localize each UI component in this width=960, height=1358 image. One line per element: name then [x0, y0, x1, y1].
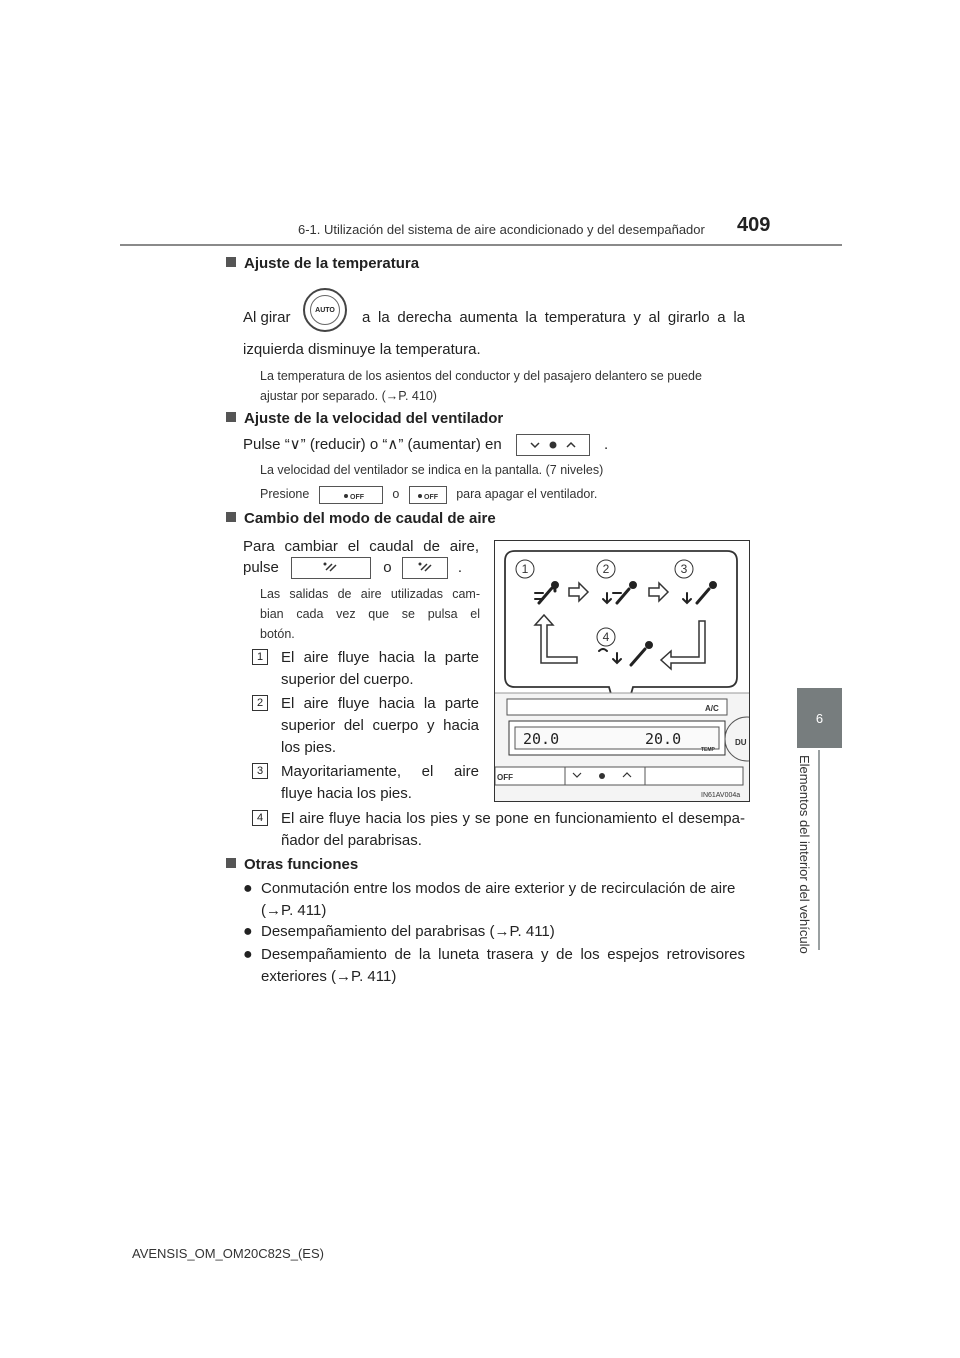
item-number: 3 — [252, 763, 268, 779]
item-number: 4 — [252, 810, 268, 826]
fan-speed-button-icon — [516, 434, 590, 456]
item-4-line1: El aire fluye hacia los pies y se pone en funcionamiento el desempa- — [281, 810, 745, 827]
airflow-intro-line2: pulse o . — [243, 557, 462, 579]
item-1-line2: superior del cuerpo. — [281, 671, 414, 688]
item-2-line2: superior del cuerpo y hacia — [281, 717, 479, 734]
item-number: 2 — [252, 695, 268, 711]
svg-text:DU: DU — [735, 738, 747, 747]
heading-other-functions: Otras funciones — [226, 856, 358, 873]
airflow-intro-line1: Para cambiar el caudal de aire, — [243, 538, 479, 555]
temperature-text-after: a la derecha aumenta la temperatura y al girarlo a la — [362, 309, 745, 326]
list-item — [243, 878, 253, 900]
svg-text:20.0: 20.0 — [523, 730, 560, 748]
other-bullet-3-line2: exteriores (→P. 411) — [261, 968, 397, 985]
temperature-note-line1: La temperatura de los asientos del conductor y del pasajero delantero se puede — [260, 369, 702, 383]
airflow-note-line1: Las salidas de aire utilizadas cam- — [260, 587, 480, 601]
airflow-mode-button-right-icon — [402, 557, 448, 579]
round-bullet-icon: ● — [243, 923, 253, 940]
temperature-text-before: Al girar — [243, 309, 291, 326]
svg-text:2: 2 — [602, 562, 610, 576]
temperature-text-line2: izquierda disminuye la temperatura. — [243, 341, 481, 358]
heading-airflow-mode: Cambio del modo de caudal de aire — [226, 510, 496, 527]
fan-off-button-right-icon — [409, 486, 447, 504]
svg-text:IN61AV004a: IN61AV004a — [701, 792, 741, 799]
item-1-line1: El aire fluye hacia la parte — [281, 649, 479, 666]
svg-text:TEMP: TEMP — [701, 747, 715, 753]
fan-speed-note1: La velocidad del ventilador se indica en la pantalla. (7 niveles) — [260, 463, 604, 477]
header-rule — [120, 244, 842, 246]
round-bullet-icon: ● — [243, 946, 253, 963]
knob-label: AUTO — [310, 295, 340, 325]
chapter-title: Elementos del interior del vehículo — [797, 755, 812, 954]
fan-speed-text: Pulse “∨” (reducir) o “∧” (aumentar) en . — [243, 434, 608, 456]
svg-text:OFF: OFF — [497, 773, 513, 782]
heading-fan-speed: Ajuste de la velocidad del ventilador — [226, 410, 503, 427]
svg-text:20.0: 20.0 — [645, 730, 682, 748]
chapter-number: 6 — [815, 710, 824, 726]
manual-code: AVENSIS_OM_OM20C82S_(ES) — [132, 1246, 324, 1261]
other-bullet-2-line1: Desempañamiento del parabrisas (→P. 411) — [261, 923, 555, 940]
list-item — [252, 693, 282, 715]
temperature-note-line2: ajustar por separado. (→P. 410) — [260, 389, 437, 403]
airflow-mode-figure — [494, 540, 750, 802]
item-2-line3: los pies. — [281, 739, 337, 756]
square-bullet-icon — [226, 257, 236, 267]
list-item — [243, 944, 253, 966]
other-bullet-1-line1: Conmutación entre los modos de aire exterior y de recirculación de aire — [261, 880, 736, 897]
fan-off-button-left-icon — [319, 486, 383, 504]
list-item — [252, 761, 282, 783]
item-2-line1: El aire fluye hacia la parte — [281, 695, 479, 712]
square-bullet-icon — [226, 858, 236, 868]
list-item — [252, 647, 282, 669]
auto-knob-icon — [303, 288, 347, 332]
svg-text:3: 3 — [680, 562, 688, 576]
item-3-line1: Mayoritariamente, el aire — [281, 763, 479, 780]
list-item — [243, 921, 253, 943]
other-bullet-3-line1: Desempañamiento de la luneta trasera y de los espejos retrovisores — [261, 946, 745, 963]
airflow-mode-button-left-icon — [291, 557, 371, 579]
svg-text:4: 4 — [602, 630, 610, 644]
chapter-tab-rule — [818, 750, 820, 950]
airflow-note-line3: botón. — [260, 627, 295, 641]
item-4-line2: ñador del parabrisas. — [281, 832, 422, 849]
section-title: 6-1. Utilización del sistema de aire acondicionado y del desempañador — [298, 222, 705, 237]
heading-temperature: Ajuste de la temperatura — [226, 255, 419, 272]
svg-text:A/C: A/C — [705, 704, 719, 713]
fan-speed-note2: Presione OFF o OFF para apagar el ventilador. — [260, 484, 597, 504]
square-bullet-icon — [226, 412, 236, 422]
other-bullet-1-line2: (→P. 411) — [261, 902, 327, 919]
round-bullet-icon: ● — [243, 880, 253, 897]
svg-text:OFF: OFF — [423, 493, 438, 501]
svg-text:OFF: OFF — [349, 493, 364, 501]
page-number: 409 — [737, 214, 771, 236]
item-number: 1 — [252, 649, 268, 665]
list-item — [252, 808, 282, 830]
item-3-line2: fluye hacia los pies. — [281, 785, 412, 802]
svg-text:1: 1 — [521, 562, 529, 576]
square-bullet-icon — [226, 512, 236, 522]
airflow-note-line2: bian cada vez que se pulsa el — [260, 607, 480, 621]
